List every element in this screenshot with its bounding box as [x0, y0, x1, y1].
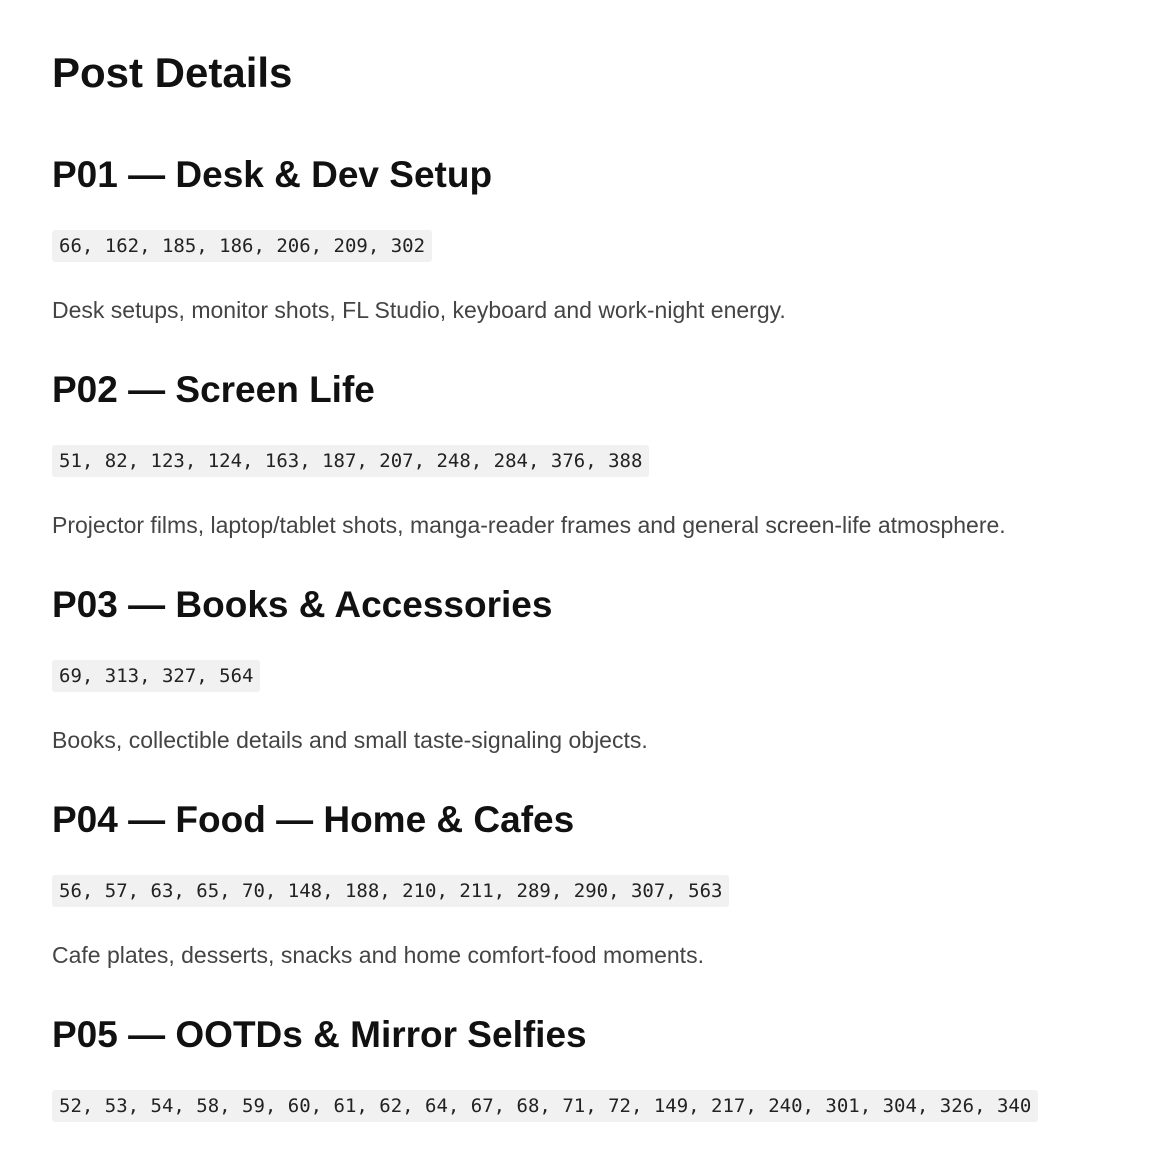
section-title: P04 — Food — Home & Cafes: [52, 799, 575, 840]
section-description: Projector films, laptop/tablet shots, manga-reader frames and general screen-life atmosphere.: [52, 512, 1006, 538]
post-id-list: 56, 57, 63, 65, 70, 148, 188, 210, 211, 289, 290, 307, 563: [52, 875, 729, 907]
post-id-list: 51, 82, 123, 124, 163, 187, 207, 248, 284, 376, 388: [52, 445, 649, 477]
section-p05: [52, 1015, 1155, 1122]
section-p04: [52, 800, 1155, 969]
post-id-list: 66, 162, 185, 186, 206, 209, 302: [52, 230, 432, 262]
section-title: P01 — Desk & Dev Setup: [52, 154, 493, 195]
section-title: P05 — OOTDs & Mirror Selfies: [52, 1014, 587, 1055]
section-p02: [52, 370, 1155, 539]
section-title: P03 — Books & Accessories: [52, 584, 553, 625]
section-title: P02 — Screen Life: [52, 369, 375, 410]
section-description: Books, collectible details and small taste-signaling objects.: [52, 727, 648, 753]
post-id-list: 69, 313, 327, 564: [52, 660, 260, 692]
page-title: Post Details: [52, 49, 293, 96]
section-description: Desk setups, monitor shots, FL Studio, keyboard and work-night energy.: [52, 297, 786, 323]
section-p03: [52, 585, 1155, 754]
section-description: Cafe plates, desserts, snacks and home comfort-food moments.: [52, 942, 704, 968]
post-id-list: 52, 53, 54, 58, 59, 60, 61, 62, 64, 67, 68, 71, 72, 149, 217, 240, 301, 304, 326, 340: [52, 1090, 1038, 1122]
section-p01: [52, 155, 1155, 324]
